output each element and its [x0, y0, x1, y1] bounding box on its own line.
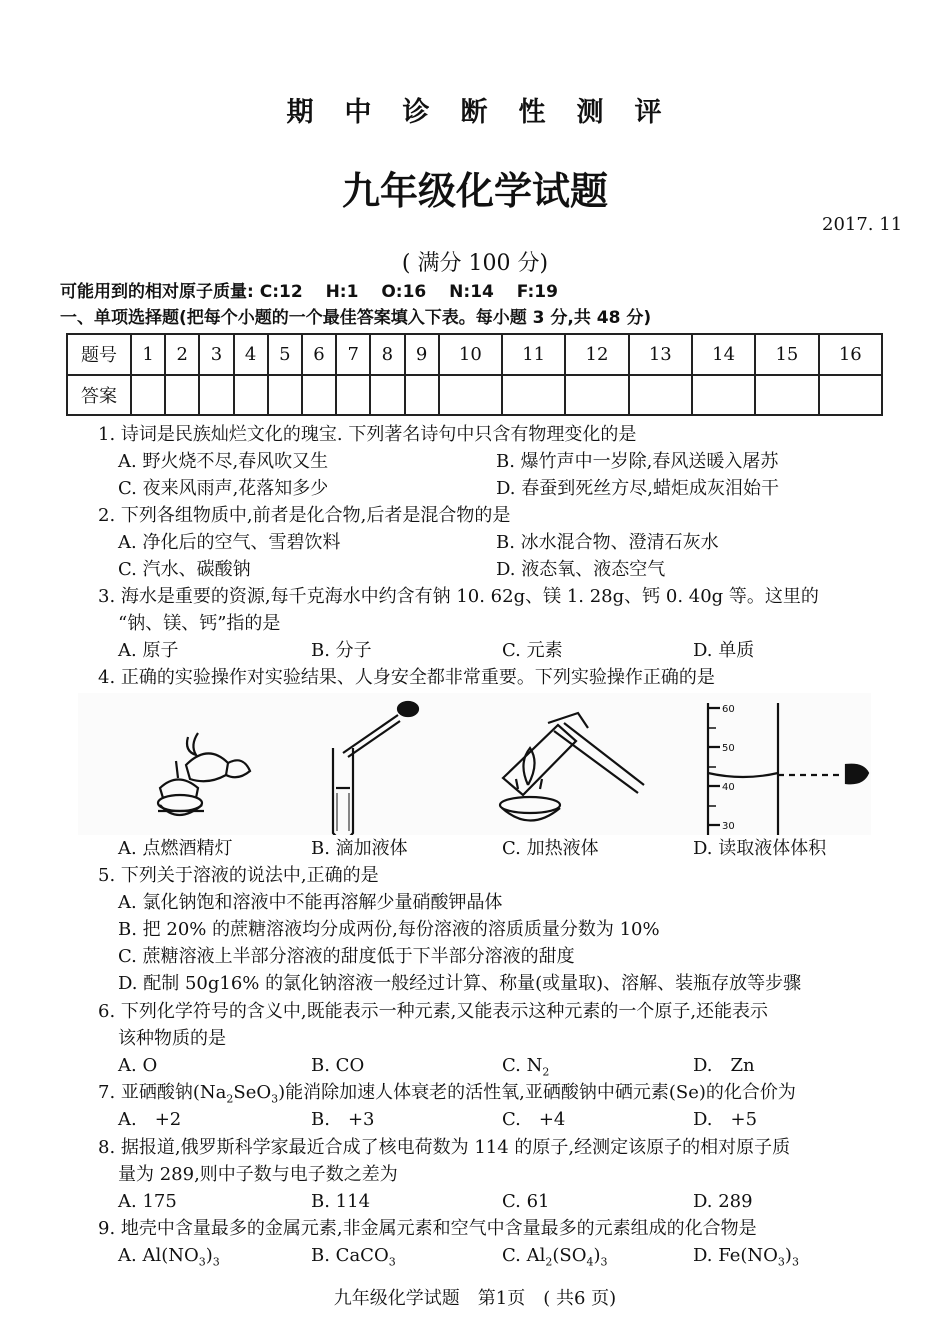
table-row-answers — [67, 375, 882, 416]
subscript: 3 — [388, 1255, 396, 1269]
q8-option-d: D. 289 — [693, 1191, 753, 1212]
cylinder-tick-50: 50 — [722, 743, 735, 754]
q1-option-a: A. 野火烧不尽,春风吹又生 — [118, 451, 329, 472]
table-cell: 11 — [502, 334, 565, 375]
q7-text: 7. 亚硒酸钠(Na — [98, 1082, 227, 1103]
full-score: ( 满分 100 分) — [401, 251, 549, 276]
answer-cell[interactable] — [502, 375, 565, 416]
question-8-stem: 8. 据报道,俄罗斯科学家最近合成了核电荷数为 114 的原子,经测定该原子的相对原子质 — [98, 1137, 791, 1158]
q5-option-a: A. 氯化钠饱和溶液中不能再溶解少量硝酸钾晶体 — [118, 892, 503, 913]
table-cell: 8 — [370, 334, 404, 375]
subscript: 3 — [791, 1255, 799, 1269]
q2-option-d: D. 液态氧、液态空气 — [496, 559, 666, 580]
q9-text: A. Al(NO — [118, 1245, 199, 1266]
lab-operations-illustration — [78, 693, 871, 835]
question-6-stem: 6. 下列化学符号的含义中,既能表示一种元素,又能表示这种元素的一个原子,还能表示 — [98, 1001, 769, 1022]
q7-option-b: B. +3 — [311, 1109, 375, 1130]
question-6-stem-cont: 该种物质的是 — [118, 1028, 226, 1049]
table-row-numbers — [67, 334, 882, 375]
answer-cell[interactable] — [302, 375, 336, 416]
answer-cell[interactable] — [234, 375, 268, 416]
table-cell: 13 — [629, 334, 692, 375]
answer-cell[interactable] — [165, 375, 199, 416]
subscript: 3 — [600, 1255, 608, 1269]
q4-option-d: D. 读取液体体积 — [693, 838, 827, 859]
exam-date: 2017. 11 — [822, 214, 903, 235]
q6-option-a: A. O — [118, 1055, 158, 1076]
answer-cell[interactable] — [336, 375, 370, 416]
q5-option-c: C. 蔗糖溶液上半部分溶液的甜度低于下半部分溶液的甜度 — [118, 946, 575, 967]
section-heading: 一、单项选择题(把每个小题的一个最佳答案填入下表。每小题 3 分,共 48 分) — [60, 308, 652, 328]
question-1-stem: 1. 诗词是民族灿烂文化的瑰宝. 下列著名诗句中只含有物理变化的是 — [98, 424, 637, 445]
q9-text: C. Al — [502, 1245, 546, 1266]
table-cell: 5 — [268, 334, 302, 375]
alcohol-lamp-icon — [158, 733, 250, 815]
page-footer: 九年级化学试题 第1页 ( 共6 页) — [333, 1288, 617, 1309]
question-4-stem: 4. 正确的实验操作对实验结果、人身安全都非常重要。下列实验操作正确的是 — [98, 667, 715, 688]
subscript: 3 — [198, 1255, 206, 1269]
q6-option-b: B. CO — [311, 1055, 365, 1076]
q2-option-c: C. 汽水、碳酸钠 — [118, 559, 251, 580]
q9-option-c — [502, 1245, 608, 1267]
q6-option-c — [502, 1055, 549, 1077]
question-7-stem — [98, 1082, 796, 1104]
question-3-stem-cont: “钠、镁、钙”指的是 — [118, 613, 281, 634]
exam-subtitle: 期 中 诊 断 性 测 评 — [286, 97, 664, 128]
q6-c-text: C. N — [502, 1055, 543, 1076]
q7-option-c: C. +4 — [502, 1109, 566, 1130]
q7-option-a: A. +2 — [118, 1109, 182, 1130]
q9-text: (SO — [552, 1245, 587, 1266]
answer-cell[interactable] — [819, 375, 882, 416]
question-2-stem: 2. 下列各组物质中,前者是化合物,后者是混合物的是 — [98, 505, 511, 526]
question-3-stem: 3. 海水是重要的资源,每千克海水中约含有钠 10. 62g、镁 1. 28g、钙 0. 40g 等。这里的 — [98, 586, 819, 607]
q3-option-c: C. 元素 — [502, 640, 563, 661]
q7-text: SeO — [233, 1082, 272, 1103]
table-header-cell: 答案 — [67, 375, 131, 416]
table-cell: 1 — [131, 334, 165, 375]
q8-option-a: A. 175 — [118, 1191, 177, 1212]
subscript: 2 — [545, 1255, 553, 1269]
q9-text: ) — [205, 1245, 213, 1266]
lab-figure — [78, 693, 871, 835]
answer-cell[interactable] — [131, 375, 165, 416]
q8-option-c: C. 61 — [502, 1191, 550, 1212]
q1-option-b: B. 爆竹声中一岁除,春风送暖入屠苏 — [496, 451, 779, 472]
table-cell: 2 — [165, 334, 199, 375]
q8-option-b: B. 114 — [311, 1191, 371, 1212]
question-5-stem: 5. 下列关于溶液的说法中,正确的是 — [98, 865, 379, 886]
answer-cell[interactable] — [629, 375, 692, 416]
answer-cell[interactable] — [268, 375, 302, 416]
q6-option-d: D. Zn — [693, 1055, 755, 1076]
subscript: 2 — [226, 1092, 234, 1106]
answer-cell[interactable] — [199, 375, 233, 416]
answer-cell[interactable] — [405, 375, 439, 416]
table-cell: 12 — [565, 334, 628, 375]
table-cell: 10 — [439, 334, 502, 375]
q4-option-c: C. 加热液体 — [502, 838, 599, 859]
q4-option-a: A. 点燃酒精灯 — [118, 838, 233, 859]
cylinder-tick-60: 60 — [722, 704, 735, 715]
answer-cell[interactable] — [565, 375, 628, 416]
q9-text: B. CaCO — [311, 1245, 389, 1266]
table-cell: 16 — [819, 334, 882, 375]
exam-title: 九年级化学试题 — [341, 168, 608, 213]
q9-text: ) — [784, 1245, 792, 1266]
q2-option-a: A. 净化后的空气、雪碧饮料 — [118, 532, 341, 553]
answer-cell[interactable] — [439, 375, 502, 416]
q9-option-d — [693, 1245, 799, 1267]
table-cell: 6 — [302, 334, 336, 375]
q2-option-b: B. 冰水混合物、澄清石灰水 — [496, 532, 719, 553]
answer-cell[interactable] — [755, 375, 818, 416]
table-header-cell: 题号 — [67, 334, 131, 375]
answer-cell[interactable] — [692, 375, 755, 416]
heating-tube-icon — [500, 713, 644, 821]
q9-option-b — [311, 1245, 396, 1267]
question-9-stem: 9. 地壳中含量最多的金属元素,非金属元素和空气中含量最多的元素组成的化合物是 — [98, 1218, 757, 1239]
subscript: 3 — [777, 1255, 785, 1269]
table-cell: 15 — [755, 334, 818, 375]
answer-table — [66, 333, 883, 416]
table-cell: 4 — [234, 334, 268, 375]
dropper-test-tube-icon — [333, 702, 418, 835]
q1-option-c: C. 夜来风雨声,花落知多少 — [118, 478, 329, 499]
subscript: 3 — [212, 1255, 220, 1269]
question-8-stem-cont: 量为 289,则中子数与电子数之差为 — [118, 1164, 398, 1185]
measuring-cylinder-icon — [708, 703, 868, 835]
answer-cell[interactable] — [370, 375, 404, 416]
q4-option-b: B. 滴加液体 — [311, 838, 408, 859]
cylinder-tick-30: 30 — [722, 821, 735, 832]
table-cell: 3 — [199, 334, 233, 375]
q9-text: ) — [593, 1245, 601, 1266]
table-cell: 9 — [405, 334, 439, 375]
subscript: 3 — [271, 1092, 279, 1106]
subscript: 4 — [586, 1255, 594, 1269]
q9-text: D. Fe(NO — [693, 1245, 778, 1266]
table-cell: 7 — [336, 334, 370, 375]
q3-option-a: A. 原子 — [118, 640, 179, 661]
q5-option-d: D. 配制 50g16% 的氯化钠溶液一般经过计算、称量(或量取)、溶解、装瓶存放等步骤 — [118, 973, 802, 994]
subscript: 2 — [542, 1065, 550, 1079]
q3-option-b: B. 分子 — [311, 640, 372, 661]
atomic-mass-note: 可能用到的相对原子质量: C:12 H:1 O:16 N:14 F:19 — [60, 282, 558, 302]
q5-option-b: B. 把 20% 的蔗糖溶液均分成两份,每份溶液的溶质质量分数为 10% — [118, 919, 660, 940]
cylinder-tick-40: 40 — [722, 782, 735, 793]
q7-text: )能消除加速人体衰老的活性氧,亚硒酸钠中硒元素(Se)的化合价为 — [278, 1082, 796, 1103]
q7-option-d: D. +5 — [693, 1109, 758, 1130]
q9-option-a — [118, 1245, 220, 1267]
q3-option-d: D. 单质 — [693, 640, 755, 661]
q1-option-d: D. 春蚕到死丝方尽,蜡炬成灰泪始干 — [496, 478, 779, 499]
table-cell: 14 — [692, 334, 755, 375]
